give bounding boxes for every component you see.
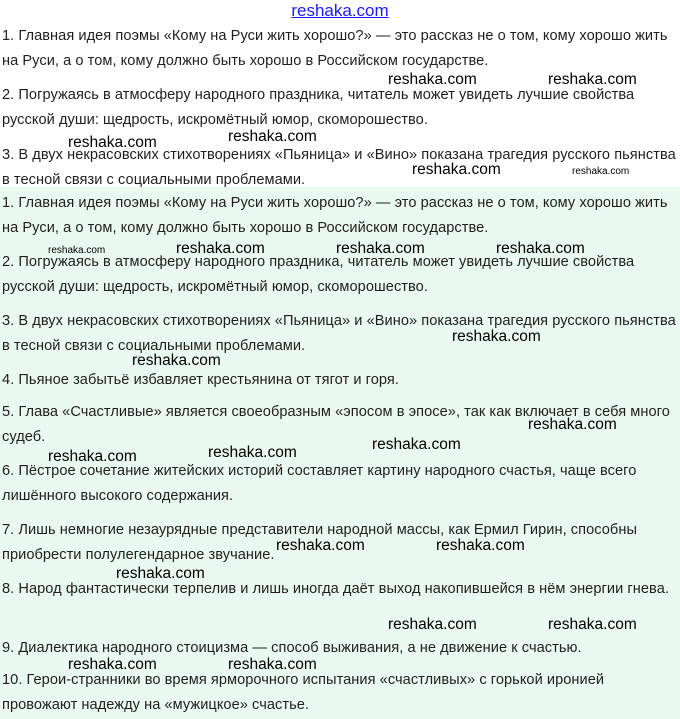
watermark: reshaka.com: [276, 537, 365, 554]
list-item: 3. В двух некрасовских стихотворениях «Пьяница» и «Вино» показана трагедия русского пьянства в тесной связи с социальными проблемами.: [2, 313, 676, 354]
watermark: reshaka.com: [388, 616, 477, 633]
watermark: reshaka.com: [336, 240, 425, 257]
watermark: reshaka.com: [116, 565, 205, 582]
watermark: reshaka.com: [412, 161, 501, 178]
list-item: 10. Герои-странники во время ярморочного испытания «счастливых» с горькой иронией провожают надежду на «мужицкое» счастье.: [2, 672, 605, 713]
list-item: 9. Диалектика народного стоицизма — способ выживания, а не движение к счастью.: [2, 640, 582, 656]
site-link[interactable]: reshaka.com: [291, 1, 389, 20]
watermark: reshaka.com: [548, 616, 637, 633]
list-item: 2. Погружаясь в атмосферу народного праздника, читатель может увидеть лучшие свойства русской души: щедрость, искромётный юмор, скоморошество.: [2, 254, 635, 295]
watermark: reshaka.com: [228, 656, 317, 673]
watermark: reshaka.com: [228, 128, 317, 145]
watermark: reshaka.com: [132, 352, 221, 369]
list-item: 2. Погружаясь в атмосферу народного праздника, читатель может увидеть лучшие свойства русской души: щедрость, искромётный юмор, скоморошество.: [2, 87, 635, 128]
list-item: 1. Главная идея поэмы «Кому на Руси жить хорошо?» — это рассказ не о том, кому хорошо жить на Руси, а о том, кому должно быть хорошо в Российском государстве.: [2, 195, 668, 236]
list-item: 6. Пёстрое сочетание житейских историй составляет картину народного счастья, чаще всего лишённого высокого содержания.: [2, 463, 637, 504]
watermark: reshaka.com: [208, 444, 297, 461]
watermark: reshaka.com: [48, 448, 137, 465]
watermark: reshaka.com: [572, 166, 630, 177]
watermark: reshaka.com: [388, 71, 477, 88]
list-item: 3. В двух некрасовских стихотворениях «Пьяница» и «Вино» показана трагедия русского пьянства в тесной связи с социальными проблемами.: [2, 147, 676, 188]
watermark: reshaka.com: [452, 328, 541, 345]
list-item: 8. Народ фантастически терпелив и лишь иногда даёт выход накопившейся в нём энергии гнева.: [2, 581, 669, 597]
watermark: reshaka.com: [176, 240, 265, 257]
watermark: reshaka.com: [68, 656, 157, 673]
list-item: 5. Глава «Счастливые» является своеобразным «эпосом в эпосе», так как включает в себя много судеб.: [2, 404, 670, 445]
watermark: reshaka.com: [548, 71, 637, 88]
watermark: reshaka.com: [436, 537, 525, 554]
list-item: 1. Главная идея поэмы «Кому на Руси жить хорошо?» — это рассказ не о том, кому хорошо жить на Руси, а о том, кому должно быть хорошо в Российском государстве.: [2, 28, 668, 69]
watermark: reshaka.com: [528, 416, 617, 433]
watermark: reshaka.com: [372, 436, 461, 453]
watermark: reshaka.com: [68, 134, 157, 151]
watermark: reshaka.com: [48, 245, 106, 256]
list-item: 7. Лишь немногие незаурядные представители народной массы, как Ермил Гирин, способны приобрести полулегендарное звучание.: [2, 522, 637, 563]
list-item: 4. Пьяное забытьё избавляет крестьянина от тягот и горя.: [2, 372, 399, 388]
watermark: reshaka.com: [496, 240, 585, 257]
